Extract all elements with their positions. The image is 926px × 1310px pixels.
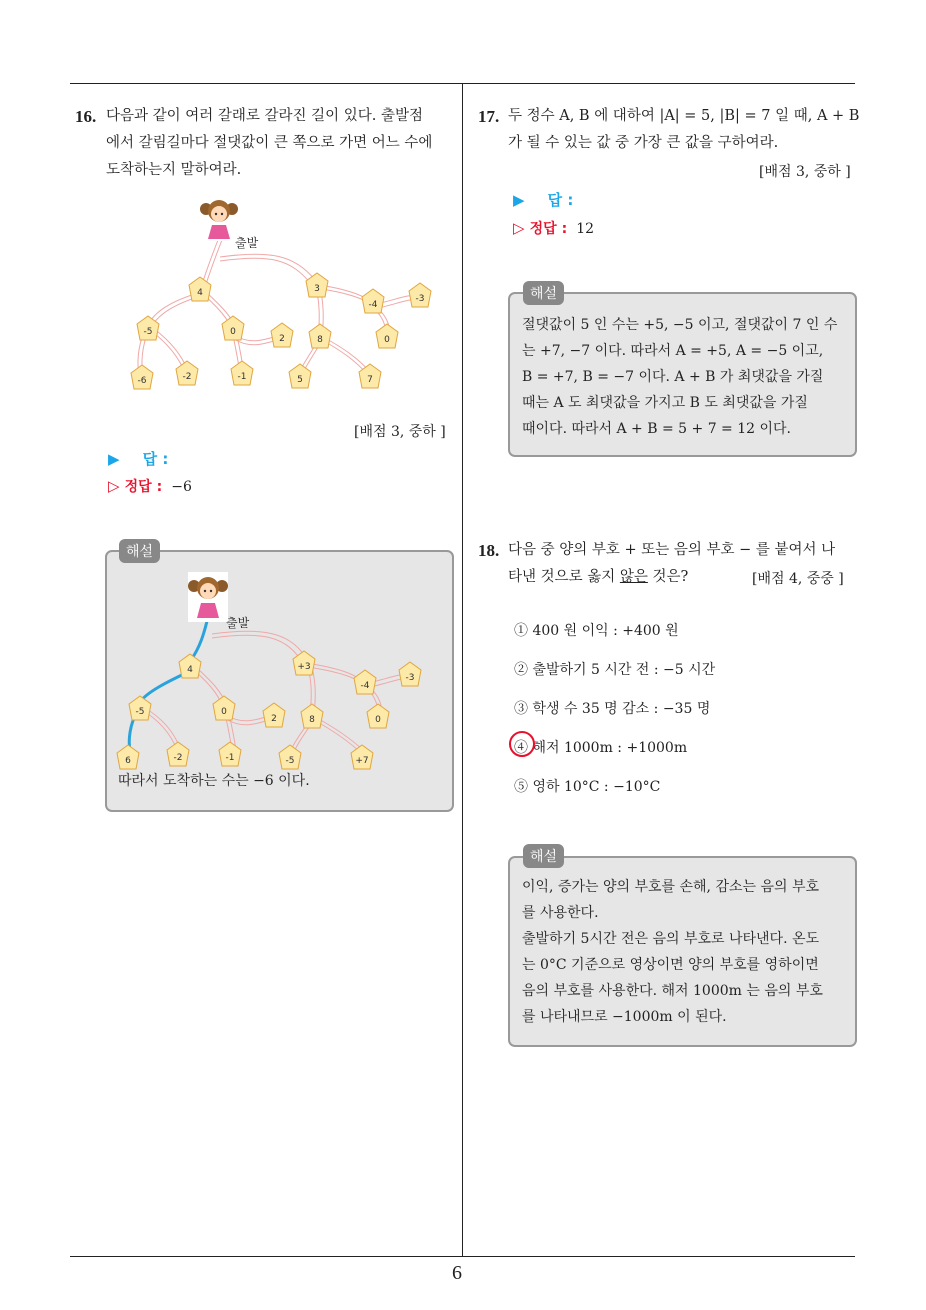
- correct-value: −6: [171, 479, 192, 495]
- q18-score: [배점 4, 중중 ]: [752, 571, 844, 587]
- explain-line: 는 +7, −7 이다. 따라서 A = +5, A = −5 이고,: [522, 343, 824, 359]
- house-label: -2: [173, 753, 183, 763]
- choice-3[interactable]: ③ 학생 수 35 명 감소 : −35 명: [514, 701, 711, 717]
- answer-label: 답 :: [547, 191, 574, 209]
- house-label: 6: [125, 756, 131, 766]
- q16-number: 16.: [75, 107, 97, 126]
- q16-explanation-diagram: [112, 572, 442, 777]
- house-label: 0: [375, 715, 381, 725]
- tree-houses: [131, 273, 431, 389]
- q17-correct-row: [513, 218, 594, 238]
- q16-tree-diagram: [120, 195, 440, 400]
- house-label: 0: [230, 327, 236, 337]
- explain-line: 는 0°C 기준으로 영상이면 양의 부호를 영하이면: [522, 957, 819, 973]
- q17-question: [508, 103, 860, 157]
- house-label: -4: [368, 300, 378, 310]
- house-label: -2: [182, 372, 192, 382]
- underlined-word: 않은: [619, 569, 648, 585]
- house-label: 2: [271, 714, 277, 724]
- q16-explanation-text: 따라서 도착하는 수는 −6 이다.: [118, 773, 310, 789]
- explain-line: 절댓값이 5 인 수는 +5, −5 이고, 절댓값이 7 인 수: [522, 317, 838, 333]
- q18-explanation-text: [522, 874, 852, 1030]
- house-label: -1: [237, 372, 247, 382]
- girl-figure: [200, 195, 238, 241]
- tree-houses: [117, 651, 421, 769]
- choice-5[interactable]: ⑤ 영하 10°C : −10°C: [514, 779, 661, 795]
- q16-question: [106, 103, 456, 184]
- house-label: 4: [197, 288, 203, 298]
- answer-triangle-icon: ▶: [108, 450, 120, 468]
- girl-figure: [188, 572, 228, 622]
- q17-answer-row: [513, 189, 573, 210]
- house-label: 7: [367, 375, 373, 385]
- q17-explanation-tag: 해설: [523, 281, 564, 305]
- house-label: 0: [221, 707, 227, 717]
- q17-explanation-text: [522, 312, 852, 442]
- explain-line: 때는 A 도 최댓값을 가지고 B 도 최댓값을 가질: [522, 395, 808, 411]
- q16-answer-row: [108, 448, 168, 469]
- choice-4[interactable]: ④ 해저 1000m : +1000m: [514, 740, 688, 756]
- q17-number: 17.: [478, 107, 500, 126]
- bottom-rule: [70, 1256, 855, 1257]
- house-label: 2: [279, 334, 285, 344]
- house-label: +3: [297, 662, 311, 672]
- house-label: -5: [135, 707, 145, 717]
- house-label: -5: [285, 756, 295, 766]
- correct-label: 정답 :: [529, 221, 568, 237]
- q16-line: 다음과 같이 여러 갈래로 갈라진 길이 있다. 출발점: [106, 108, 424, 124]
- house-label: +7: [355, 756, 369, 766]
- house-label: -3: [415, 294, 425, 304]
- correct-label: 정답 :: [124, 479, 163, 495]
- explain-line: 이익, 증가는 양의 부호를 손해, 감소는 음의 부호: [522, 879, 820, 895]
- start-label: 출발: [226, 616, 250, 630]
- explain-line: B = +7, B = −7 이다. A + B 가 최댓값을 가질: [522, 369, 824, 385]
- explain-line: 때이다. 따라서 A + B = 5 + 7 = 12 이다.: [522, 421, 791, 437]
- answer-circle-mark: [509, 731, 535, 757]
- q18-line: 다음 중 양의 부호 + 또는 음의 부호 − 를 붙여서 나: [508, 542, 836, 558]
- explain-line: 를 나타내므로 −1000m 이 된다.: [522, 1009, 727, 1025]
- correct-triangle-icon: ▷: [108, 477, 120, 495]
- house-label: -6: [137, 376, 147, 386]
- correct-value: 12: [576, 221, 595, 237]
- explain-line: 를 사용한다.: [522, 905, 599, 921]
- explain-line: 출발하기 5시간 전은 음의 부호로 나타낸다. 온도: [522, 931, 820, 947]
- q18-explanation-tag: 해설: [523, 844, 564, 868]
- choice-1[interactable]: ① 400 원 이익 : +400 원: [514, 623, 679, 639]
- house-label: 5: [297, 375, 303, 385]
- explain-line: 음의 부호를 사용한다. 해저 1000m 는 음의 부호: [522, 983, 823, 999]
- house-label: -5: [143, 327, 153, 337]
- q16-explanation-tag: 해설: [119, 539, 160, 563]
- choice-2[interactable]: ② 출발하기 5 시간 전 : −5 시간: [514, 662, 716, 678]
- house-label: 0: [384, 335, 390, 345]
- q16-score: [배점 3, 중하 ]: [354, 424, 446, 440]
- house-label: 3: [314, 284, 320, 294]
- house-label: -1: [225, 753, 235, 763]
- answer-label: 답 :: [142, 450, 169, 468]
- q16-correct-row: [108, 476, 192, 496]
- page-number: 6: [452, 1262, 462, 1284]
- q18-number: 18.: [478, 541, 500, 560]
- house-label: 8: [309, 715, 315, 725]
- q17-line: 가 될 수 있는 값 중 가장 큰 값을 구하여라.: [508, 135, 779, 151]
- correct-triangle-icon: ▷: [513, 219, 525, 237]
- house-label: -3: [405, 673, 415, 683]
- q18-line2: 타낸 것으로 옳지 않은 것은?: [508, 569, 689, 585]
- house-label: -4: [360, 681, 370, 691]
- house-label: 4: [187, 665, 193, 675]
- house-label: 8: [317, 335, 323, 345]
- q17-score: [배점 3, 중하 ]: [759, 164, 851, 180]
- q16-line: 도착하는지 말하여라.: [106, 162, 242, 178]
- q16-line: 에서 갈림길마다 절댓값이 큰 쪽으로 가면 어느 수에: [106, 135, 433, 151]
- column-divider: [462, 83, 463, 1256]
- answer-triangle-icon: ▶: [513, 191, 525, 209]
- q17-line: 두 정수 A, B 에 대하여 |A| = 5, |B| = 7 일 때, A + B: [508, 108, 860, 124]
- highlighted-path: [129, 617, 208, 750]
- start-label: 출발: [235, 236, 259, 250]
